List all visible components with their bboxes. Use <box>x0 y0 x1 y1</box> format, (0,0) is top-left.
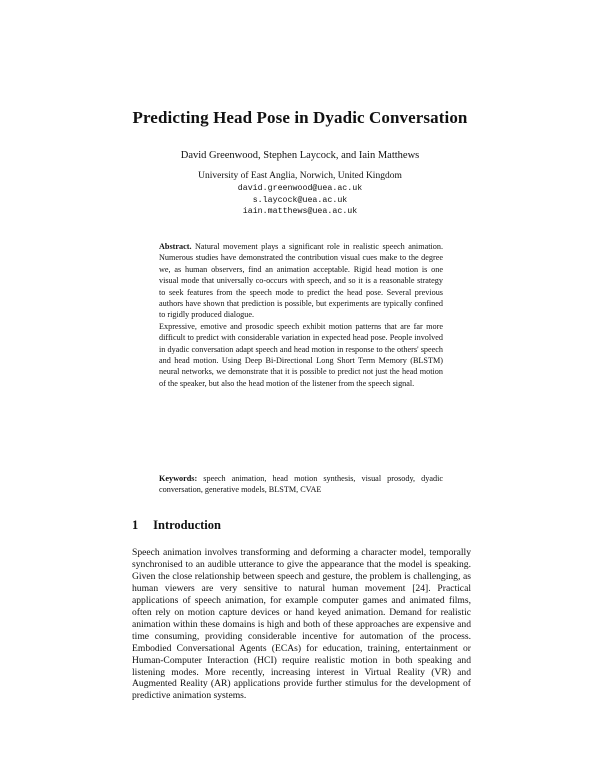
keywords-text: speech animation, head motion synthesis, visual prosody, dyadic conversation, generative models, BLSTM, CVAE <box>159 474 443 495</box>
email-address: s.laycock@uea.ac.uk <box>252 195 348 205</box>
keywords-label: Keywords: <box>159 474 198 483</box>
section-heading <box>132 518 221 533</box>
abstract-text: Natural movement plays a significant role in realistic speech animation. Numerous studies have demonstrated the contribution visual cues make to the degree we, as human observers, find an animation acceptable. Rigid head motion is one visual mode that universally co-occurs with speech, and so it is a reasonable strategy to seek features from the speech mode to predict the head pose. Several previous authors have shown that prediction is possible, but experiments are typically confined to rigidly produced dialogue. <box>159 242 443 320</box>
abstract <box>159 241 443 389</box>
affiliation-block <box>0 171 600 218</box>
abstract-paragraph <box>159 241 443 321</box>
email-address: iain.matthews@uea.ac.uk <box>242 207 358 217</box>
author-list: David Greenwood, Stephen Laycock, and Iain Matthews <box>180 150 420 161</box>
email-address: david.greenwood@uea.ac.uk <box>237 183 363 193</box>
introduction-paragraph: Speech animation involves transforming and deforming a character model, temporally synchronised to an audible utterance to give the appearance that the model is speaking. Given the close relationship between speech and gesture, the problem is challenging, as human viewers are very sensitive to natural human movement [24]. Practical applications of speech animation, for example computer games and animated films, often rely on motion capture devices or hand keyed animation. Demand for realistic animation within these domains is high and both of these approaches are expensive and time consuming, providing considerable incentive for automation of the process. Embodied Conversational Agents (ECAs) for education, training, entertainment or Human-Computer Interaction (HCI) require realistic motion in both speaking and listening modes. More recently, increasing interest in Virtual Reality (VR) and Augmented Reality (AR) applications provide further stimulus for the development of predictive animation systems. <box>132 547 471 702</box>
keywords <box>159 473 443 496</box>
section-number: 1 <box>132 518 139 532</box>
abstract-paragraph: Expressive, emotive and prosodic speech exhibit motion patterns that are far more difficult to predict with considerable variation in expected head pose. People involved in dyadic conversation adapt speech and head motion in response to the others' speech and head motion. Using Deep Bi-Directional Long Short Term Memory (BLSTM) neural networks, we demonstrate that it is possible to predict not just the head motion of the speaker, but also the head motion of the listener from the speech signal. <box>159 321 443 388</box>
section-title: Introduction <box>153 518 221 532</box>
paper-title: Predicting Head Pose in Dyadic Conversation <box>132 108 468 127</box>
affiliation: University of East Anglia, Norwich, United Kingdom <box>198 171 402 181</box>
abstract-label: Abstract. <box>159 242 192 251</box>
